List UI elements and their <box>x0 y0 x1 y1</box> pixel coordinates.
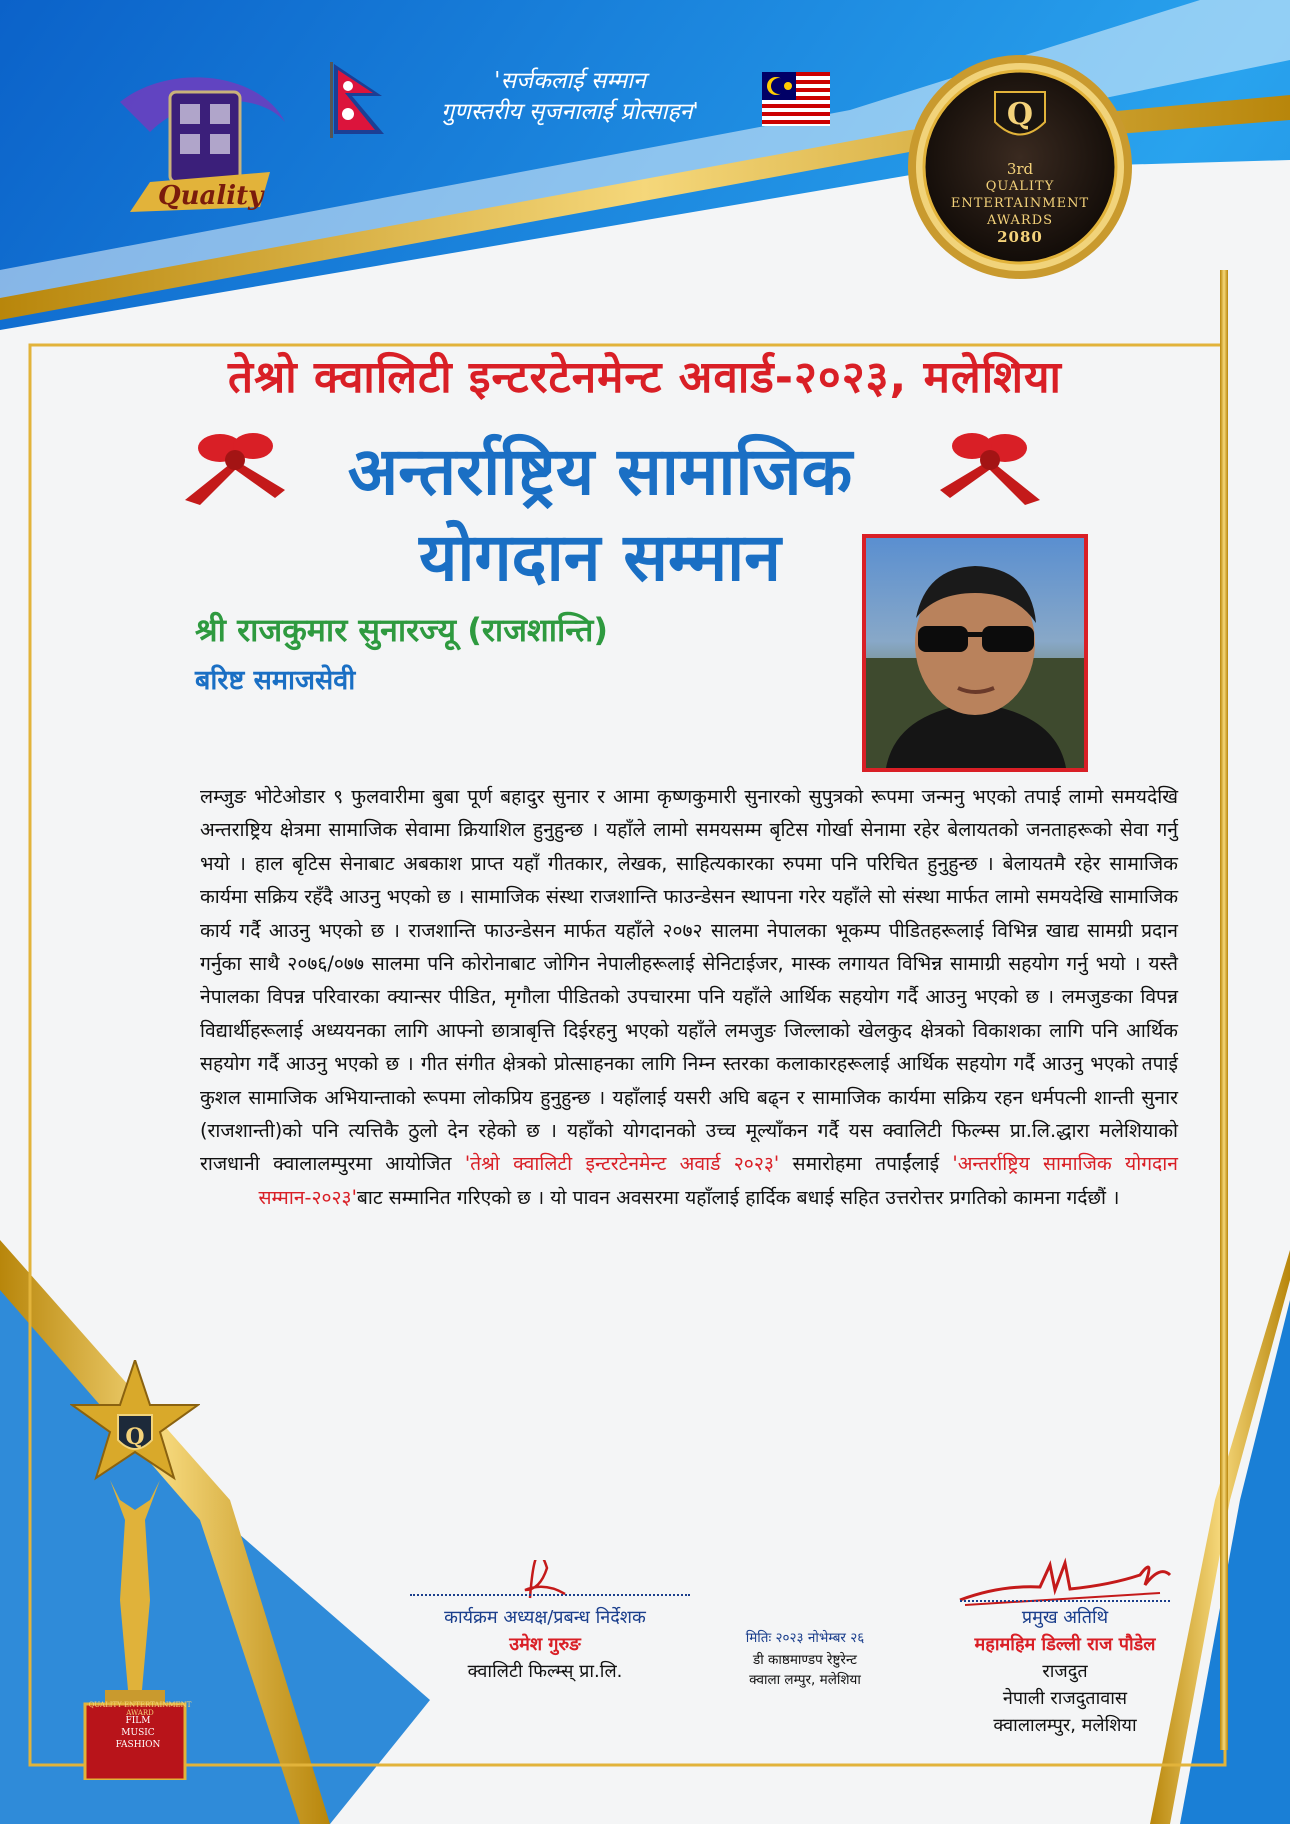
award-title-line-1: अन्तर्राष्ट्रिय सामाजिक <box>347 433 853 510</box>
signature-line <box>410 1594 690 1596</box>
trophy-category-music: MUSIC <box>121 1728 155 1738</box>
event-venue <box>705 1650 905 1690</box>
trophy-letter: Q <box>125 1424 145 1450</box>
certificate-title: तेश्रो क्वालिटी इन्टरटेनमेन्ट अवार्ड-२०२३, मलेशिया <box>228 352 1062 403</box>
signatory-right-position: राजदुत <box>1042 1661 1088 1682</box>
venue-line-2: क्वाला लम्पुर, मलेशिया <box>749 1672 861 1688</box>
badge-line-2: ENTERTAINMENT <box>950 196 1090 211</box>
badge-year: 2080 <box>997 228 1043 246</box>
signatory-left-org: क्वालिटी फिल्म्स् प्रा.लि. <box>467 1661 623 1682</box>
tagline-line-1: 'सर्जकलाई सम्मान <box>494 68 646 94</box>
signature-line <box>960 1600 1170 1602</box>
badge-ordinal: 3rd <box>1006 160 1034 178</box>
badge-text <box>905 178 1135 246</box>
award-title-line-2: योगदान सम्मान <box>419 519 781 596</box>
trophy-category-fashion: FASHION <box>115 1740 161 1750</box>
citation-part-2: समारोहमा तपाईंलाई <box>779 1152 953 1176</box>
signatory-right-location: क्वालालम्पुर, मलेशिया <box>993 1715 1137 1736</box>
tagline-line-2: गुणस्तरीय सृजनालाई प्रोत्साहन' <box>441 99 699 125</box>
recipient-photo <box>862 534 1088 772</box>
badge-line-3: AWARDS <box>986 213 1054 228</box>
event-name: 'तेश्रो क्वालिटी इन्टरटेनमेन्ट अवार्ड २०२३' <box>464 1152 780 1176</box>
recipient-role: बरिष्ट समाजसेवी <box>195 665 356 696</box>
signatory-right-office: नेपाली राजदुतावास <box>1002 1688 1128 1709</box>
citation-text <box>200 780 1178 1214</box>
badge-line-1: QUALITY <box>985 179 1055 194</box>
trophy-label: QUALITY ENTERTAINMENT AWARD <box>88 1701 192 1717</box>
quality-films-logo <box>110 62 300 232</box>
trophy-categories <box>88 1715 188 1751</box>
citation-part-3: बाट सम्मानित गरिएको छ । यो पावन अवसरमा यहाँलाई हार्दिक बधाई सहित उत्तरोत्तर प्रगतिको कामना गर्दछौं । <box>356 1185 1120 1209</box>
event-date: मितिः २०२३ नोभेम्बर २६ <box>745 1630 865 1646</box>
signatory-left-name: उमेश गुरुङ <box>509 1634 581 1655</box>
citation-part-1: लम्जुङ भोटेओडार ९ फुलवारीमा बुबा पूर्ण बहादुर सुनार र आमा कृष्णकुमारी सुनारको सुपुत्रको रूपमा जन्मनु भएको तपाई लामो समयदेखि अन्तराष्ट्रिय क्षेत्रमा सामाजिक सेवामा क्रियाशिल हुनुहुन्छ । यहाँले लामो समयसम्म बृटिस गोर्खा सेनामा रहेर बेलायतको जनताहरूको सेवा गर्नु भयो । हाल बृटिस सेनाबाट अबकाश प्राप्त यहाँ गीतकार, लेखक, साहित्यकारका रुपमा पनि परिचित हुनुहुन्छ । बेलायतमै रहेर सामाजिक कार्यमा सक्रिय रहँदै आउनु भएको छ । सामाजिक संस्था राजशान्ति फाउन्डेसन स्थापना गरेर यहाँले सो संस्था मार्फत लामो समयदेखि सामाजिक कार्य गर्दै आउनु भएको छ । राजशान्ति फाउन्डेसन मार्फत यहाँले २०७२ सालमा नेपालका भूकम्प पीडितहरूलाई विभिन्न खाद्य सामग्री प्रदान गर्नुका साथै २०७६/०७७ सालमा पनि कोरोनाबाट जोगिन नेपालीहरूलाई सेनिटाईजर, मास्क लगायत विभिन्न सामाग्री सहयोग गर्नु भयो । यस्तै नेपालका विपन्न परिवारका क्यान्सर पीडित, मृगौला पीडितको उपचारमा पनि यहाँले आर्थिक सहयोग गर्दै आउनु भएको छ । लमजुङका विपन्न विद्यार्थीहरूलाई अध्ययनका लागि आफ्नो छात्राबृत्ति दिईरहनु भएको यहाँले लमजुङ जिल्लाको खेलकुद क्षेत्रको विकाशका लागि पनि आर्थिक सहयोग गर्दै आउनु भएको छ । गीत संगीत क्षेत्रको प्रोत्साहनका लागि निम्न स्तरका कलाकारहरूलाई आर्थिक सहयोग गर्दै आउनु भएको तपाई कुशल सामाजिक अभियान्ताको रूपमा लोकप्रिय हुनुहुन्छ । यहाँलाई यसरी अघि बढ्न र सामाजिक कार्यमा सक्रिय रहन धर्मपत्नी शान्ती सुनार (राजशान्ती)को पनि त्यत्तिकै ठुलो देन रहेको छ । यहाँको योगदानको उच्च मूल्याँकन गर्दै यस क्वालिटी फिल्म्स प्रा.लि.द्धारा मलेशियाको राजधानी क्वालालम्पुरमा आयोजित <box>200 785 1178 1176</box>
malaysia-flag-icon <box>762 72 830 126</box>
tagline <box>390 66 750 128</box>
signatory-right-title: प्रमुख अतिथि <box>1021 1607 1109 1628</box>
award-name: 'अन्तर्राष्ट्रिय सामाजिक योगदान सम्मान-२०२३' <box>258 1152 1178 1209</box>
nepal-flag-icon <box>330 62 390 138</box>
person-silhouette-icon <box>866 538 1084 768</box>
signatory-left-title: कार्यक्रम अध्यक्ष/प्रबन्ध निर्देशक <box>444 1607 646 1628</box>
logo-text: Quality <box>158 181 264 211</box>
signatory-right-name: महामहिम डिल्ली राज पौडेल <box>974 1634 1156 1655</box>
recipient-name: श्री राजकुमार सुनारज्यू (राजशान्ति) <box>195 611 609 649</box>
badge-letter: Q <box>1006 97 1034 132</box>
trophy-category-film: FILM <box>125 1716 151 1726</box>
venue-line-1: डी काष्ठमाण्डप रेष्टुरेन्ट <box>753 1652 857 1668</box>
